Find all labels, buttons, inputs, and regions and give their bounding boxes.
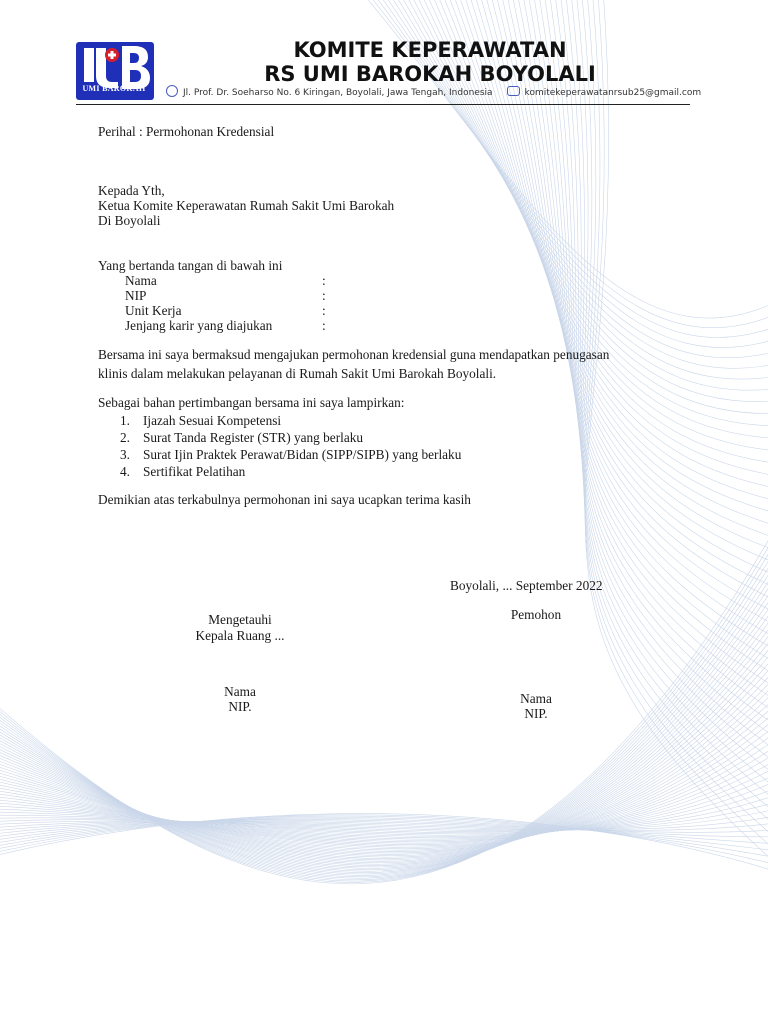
list-number: 1. xyxy=(120,413,130,428)
field-colon: : xyxy=(322,288,326,303)
wave-line xyxy=(0,816,768,858)
recipient-line: Di Boyolali xyxy=(98,213,161,228)
wave-line xyxy=(585,0,768,854)
wave-line xyxy=(584,0,768,829)
body-paragraph-line: klinis dalam melakukan pelayanan di Rumah Sakit Umi Barokah Boyolali. xyxy=(98,366,497,381)
attachments-intro: Sebagai bahan pertimbangan bersama ini saya lampirkan: xyxy=(98,395,405,410)
wave-line xyxy=(0,714,768,846)
field-label-jenjang-karir: Jenjang karir yang diajukan xyxy=(125,318,273,333)
field-label-nama: Nama xyxy=(125,273,157,288)
list-item: Sertifikat Pelatihan xyxy=(143,464,246,479)
signature-left-name: Nama xyxy=(224,684,256,699)
wave-line xyxy=(0,542,768,880)
wave-line xyxy=(0,650,768,859)
place-date: Boyolali, ... September 2022 xyxy=(450,578,603,593)
wave-line xyxy=(0,707,768,847)
letterhead-title: KOMITE KEPERAWATAN xyxy=(293,38,567,62)
wave-line xyxy=(522,0,768,678)
signature-left-title: Kepala Ruang ... xyxy=(195,628,285,643)
email-text: komitekeperawatanrsub25@gmail.com xyxy=(524,88,702,98)
wave-line xyxy=(565,0,768,779)
wave-line xyxy=(585,0,768,867)
location-icon xyxy=(166,85,178,97)
field-label-unit-kerja: Unit Kerja xyxy=(125,303,182,318)
wave-line xyxy=(0,758,768,838)
field-colon: : xyxy=(322,303,326,318)
body-paragraph-line: Bersama ini saya bermaksud mengajukan permohonan kredensial guna mendapatkan penugasan xyxy=(98,347,610,362)
list-number: 2. xyxy=(120,430,130,445)
closing-text: Demikian atas terkabulnya permohonan ini saya ucapkan terima kasih xyxy=(98,492,471,507)
wave-line xyxy=(0,736,768,842)
wave-line xyxy=(0,614,768,866)
address-text: Jl. Prof. Dr. Soeharso No. 6 Kiringan, Boyolali, Jawa Tengah, Indonesia xyxy=(183,88,493,98)
list-item: Surat Ijin Praktek Perawat/Bidan (SIPP/SIPB) yang berlaku xyxy=(143,447,462,462)
list-number: 4. xyxy=(120,464,130,479)
wave-line xyxy=(0,549,768,878)
list-item: Ijazah Sesuai Kompetensi xyxy=(143,413,282,428)
wave-line xyxy=(581,0,768,817)
wave-line xyxy=(0,815,768,866)
wave-line xyxy=(0,772,768,835)
logo-caption: UMI BAROKAH xyxy=(82,84,146,93)
wave-line xyxy=(0,621,768,864)
wave-line xyxy=(0,821,768,834)
wave-line xyxy=(0,592,768,870)
wave-line xyxy=(0,820,768,837)
wave-line xyxy=(0,599,768,868)
wave-line xyxy=(0,808,768,830)
wave-line xyxy=(0,527,768,882)
wave-line xyxy=(0,820,768,841)
signature-left-nip: NIP. xyxy=(228,699,252,714)
wave-line xyxy=(571,0,768,791)
signature-right-role: Pemohon xyxy=(510,607,562,622)
signature-left-role: Mengetauhi xyxy=(208,612,272,627)
list-number: 3. xyxy=(120,447,130,462)
recipient-line: Kepada Yth, xyxy=(98,183,165,198)
wave-line xyxy=(576,0,768,804)
wave-line xyxy=(0,786,768,832)
wave-line xyxy=(0,815,768,831)
wave-line xyxy=(0,750,768,839)
wave-line xyxy=(0,801,768,831)
signature-right-nip: NIP. xyxy=(524,706,548,721)
wave-line xyxy=(554,0,768,754)
wave-line xyxy=(0,686,768,852)
wave-line xyxy=(0,693,768,850)
wave-line xyxy=(584,0,768,842)
wave-line xyxy=(0,794,768,832)
wave-line xyxy=(0,520,768,884)
wave-line xyxy=(0,819,768,844)
wave-line xyxy=(0,779,768,834)
wave-line xyxy=(0,534,768,881)
wave-line xyxy=(0,628,768,863)
field-colon: : xyxy=(322,273,326,288)
wave-line xyxy=(0,556,768,877)
wave-line xyxy=(0,722,768,845)
letterhead-contact xyxy=(166,85,702,98)
wave-line xyxy=(0,765,768,837)
header-divider xyxy=(76,104,690,105)
wave-line xyxy=(0,578,768,873)
letter-subject: Perihal : Permohonan Kredensial xyxy=(98,124,275,139)
wave-line xyxy=(0,585,768,871)
wave-line xyxy=(549,0,768,741)
wave-line xyxy=(0,700,768,849)
wave-line xyxy=(517,0,768,665)
recipient-line: Ketua Komite Keperawatan Rumah Sakit Umi Barokah xyxy=(98,198,395,213)
field-colon: : xyxy=(322,318,326,333)
wave-line xyxy=(0,606,768,867)
wave-line xyxy=(0,635,768,861)
list-item: Surat Tanda Register (STR) yang berlaku xyxy=(143,430,364,445)
intro-text: Yang bertanda tangan di bawah ini xyxy=(98,258,283,273)
signature-right-name: Nama xyxy=(520,691,552,706)
letterhead-subtitle: RS UMI BAROKAH BOYOLALI xyxy=(264,62,596,86)
wave-line xyxy=(0,729,768,843)
wave-line xyxy=(0,563,768,875)
wave-line xyxy=(0,570,768,874)
wave-line xyxy=(0,671,768,854)
field-label-nip: NIP xyxy=(125,288,147,303)
wave-line xyxy=(560,0,768,766)
wave-line xyxy=(0,642,768,860)
wave-line xyxy=(0,817,768,851)
wave-line xyxy=(0,814,768,873)
email-icon xyxy=(507,86,520,96)
wave-line xyxy=(0,743,768,840)
wave-line xyxy=(0,678,768,853)
wave-line xyxy=(0,664,768,856)
wave-line xyxy=(0,657,768,857)
